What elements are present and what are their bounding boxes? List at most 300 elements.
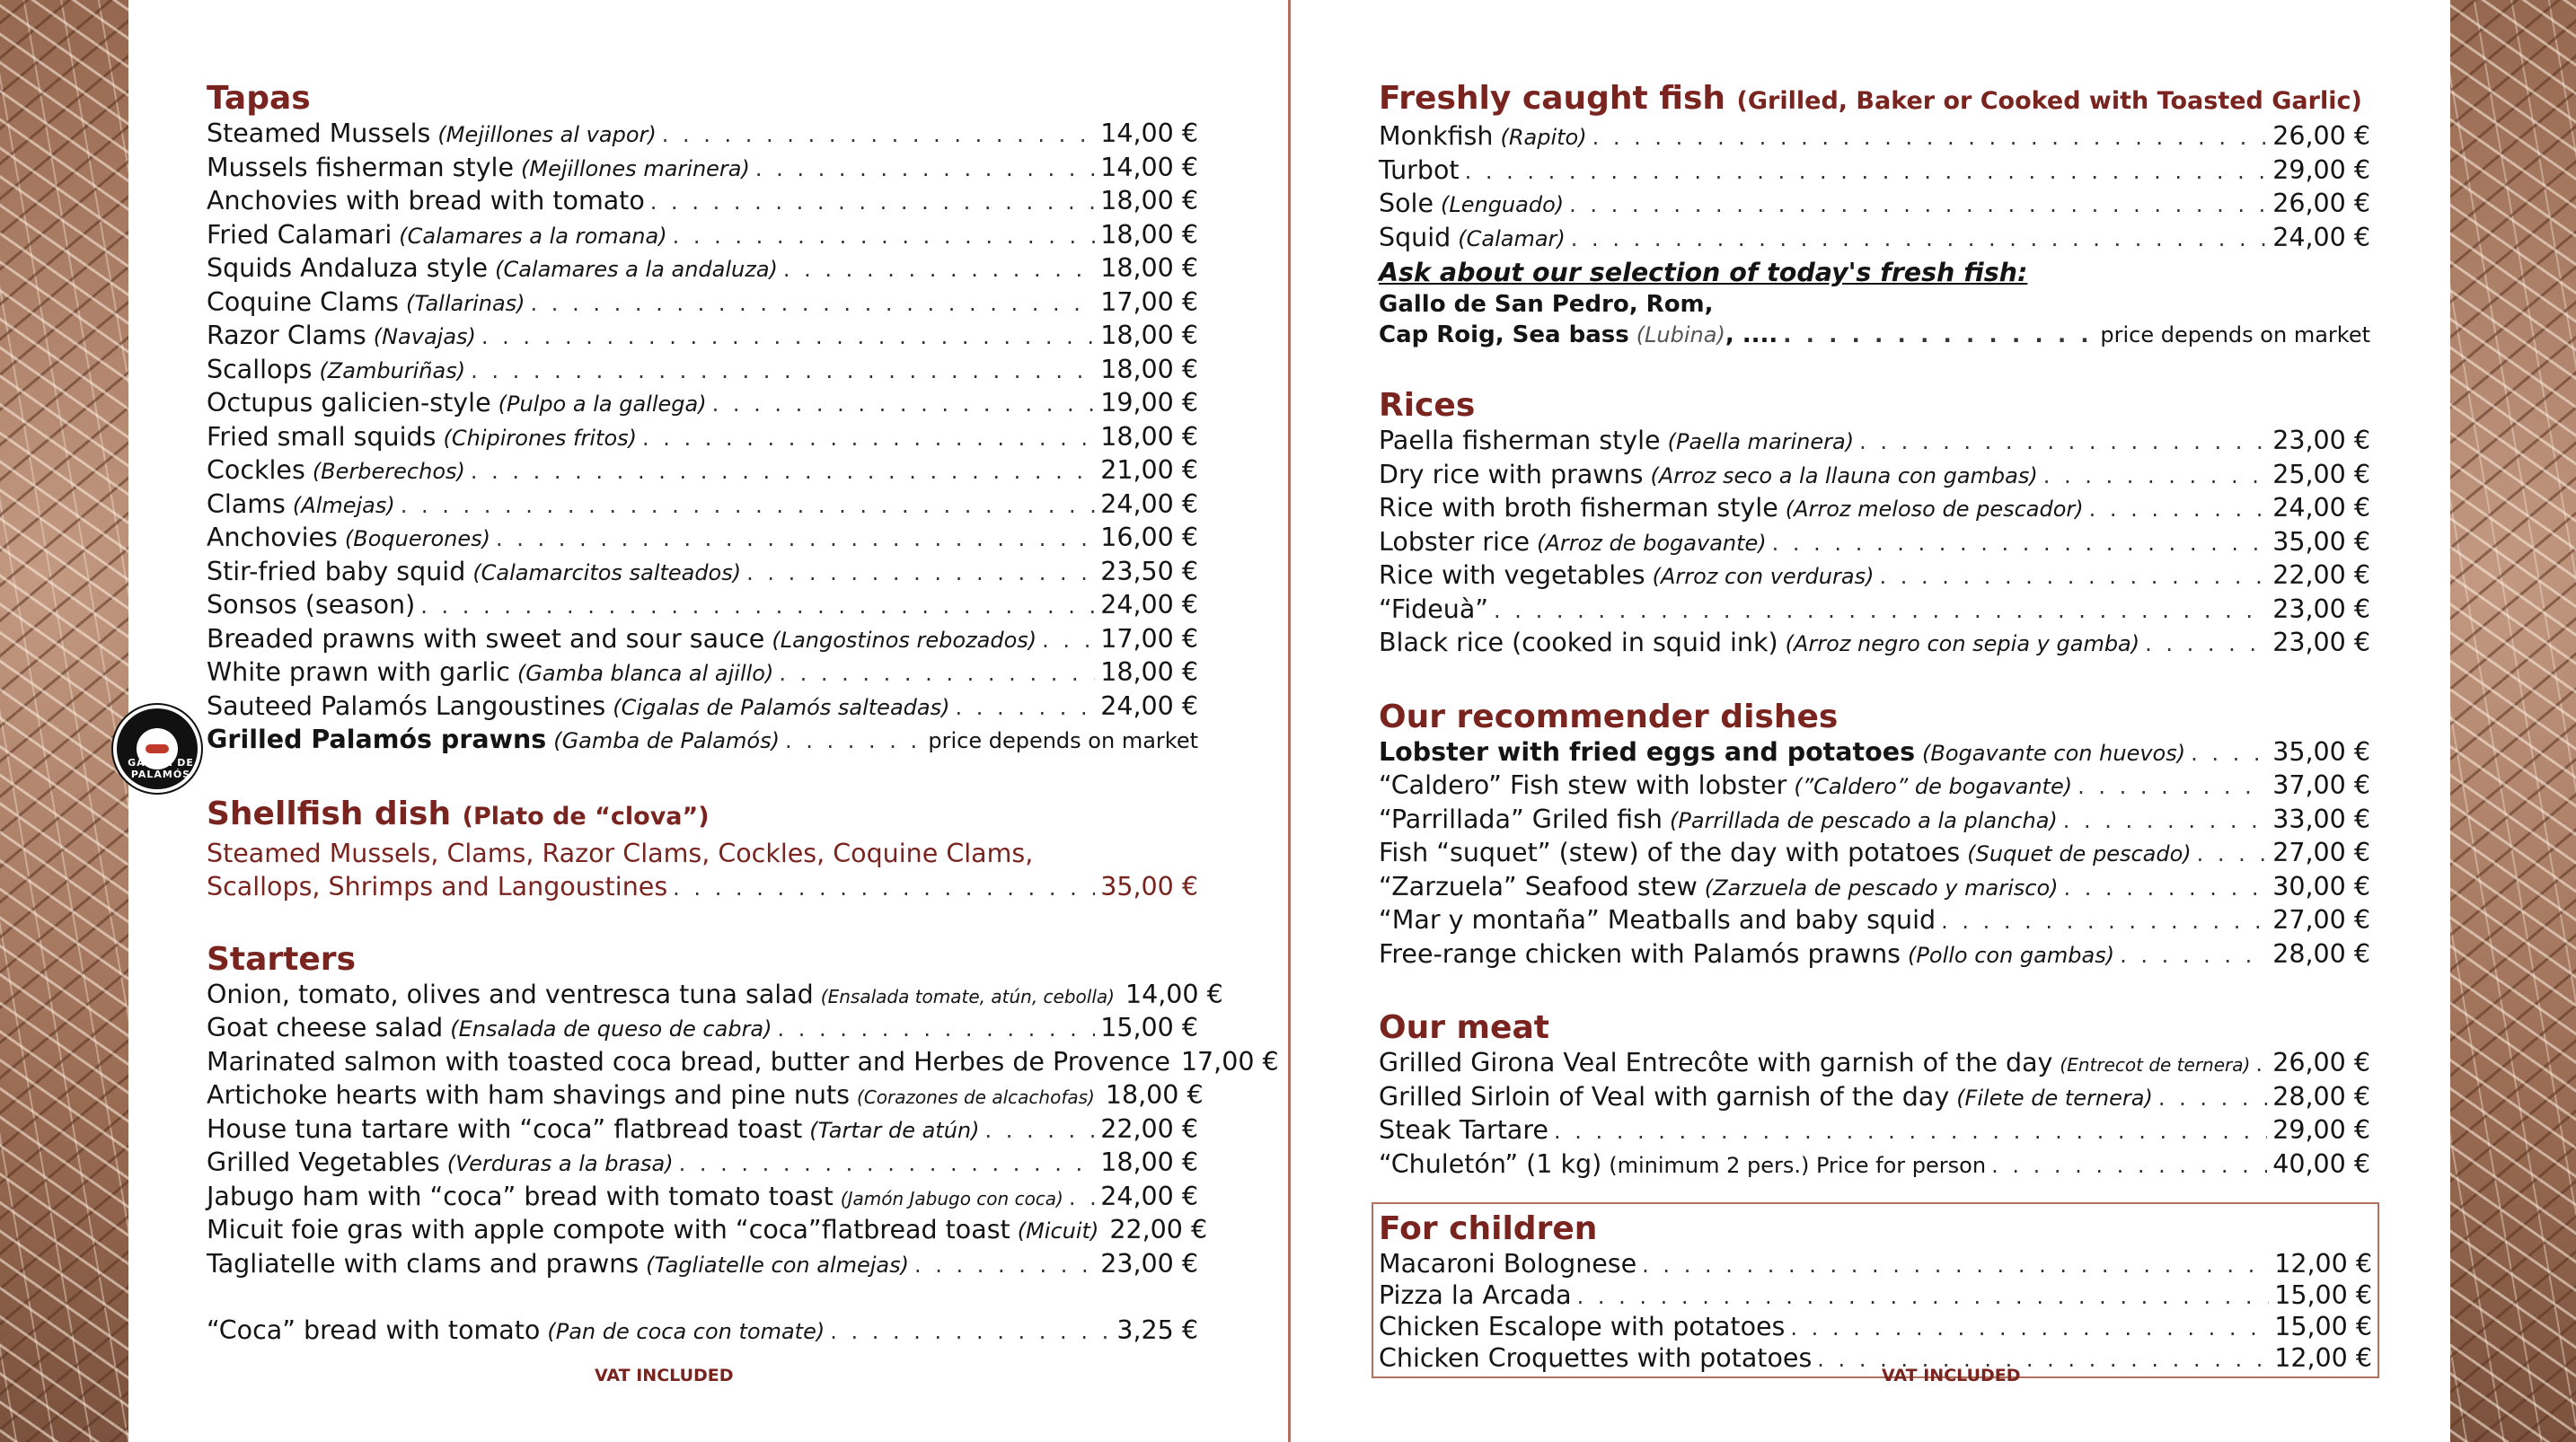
item-price: 18,00 €	[1100, 1147, 1198, 1177]
item-note: (Lubina)	[1636, 322, 1725, 347]
item-price: 18,00 €	[1100, 186, 1198, 215]
item-price: 29,00 €	[2272, 1115, 2370, 1145]
dot-leader	[2191, 741, 2267, 766]
item-name: “Caldero” Fish stew with lobster	[1379, 770, 1787, 800]
item-price: 18,00 €	[1105, 1080, 1204, 1110]
item-note: (Tagliatelle con almejas)	[646, 1252, 909, 1278]
menu-item	[207, 1114, 1198, 1148]
item-name: Lobster with fried eggs and potatoes	[1379, 736, 1916, 767]
fresh-fish-line-2	[1379, 320, 2370, 350]
item-price: 3,25 €	[1116, 1315, 1198, 1345]
dot-leader	[2158, 1086, 2267, 1111]
section-recommended	[1379, 698, 2370, 973]
menu-item	[207, 388, 1198, 422]
dot-leader	[914, 1253, 1095, 1278]
item-name: Mussels fisherman style	[207, 152, 515, 182]
menu-item	[1379, 594, 2370, 629]
item-price: 21,00 €	[1100, 455, 1198, 485]
item-name: Razor Clams	[207, 321, 366, 350]
item-name: “Fideuà”	[1379, 594, 1489, 624]
dot-leader	[830, 1319, 1111, 1344]
menu-item	[1379, 155, 2370, 189]
item-note: (Arroz meloso de pescador)	[1785, 497, 2084, 522]
item-price: 22,00 €	[1100, 1113, 1198, 1144]
menu-item	[207, 1182, 1198, 1216]
item-price: 24,00 €	[1100, 488, 1198, 519]
item-name: Grilled Palamós prawns	[207, 725, 547, 754]
menu-item	[1379, 770, 2370, 805]
dot-leader	[1941, 909, 2267, 934]
dot-leader	[1592, 125, 2268, 150]
dot-leader	[2120, 943, 2267, 968]
item-name: Monkfish	[1379, 121, 1494, 151]
item-price: 26,00 €	[2272, 121, 2370, 151]
item-name: Rice with broth fisherman style	[1379, 493, 1778, 523]
item-price: 25,00 €	[2272, 459, 2370, 489]
item-price: 35,00 €	[2272, 736, 2370, 767]
menu-item	[1379, 1115, 2370, 1149]
item-name: Chicken Escalope with potatoes	[1379, 1312, 1786, 1341]
item-price: 14,00 €	[1125, 979, 1223, 1009]
item-name: Coquine Clams	[207, 286, 399, 317]
item-name: Jabugo ham with “coca” bread with tomato toast	[207, 1181, 834, 1211]
tapas-list	[207, 119, 1198, 725]
menu-item	[1379, 1149, 2370, 1183]
item-price: 23,00 €	[2272, 594, 2370, 624]
item-price: 35,00 €	[2272, 526, 2370, 557]
item-name: Steamed Mussels	[207, 119, 431, 148]
menu-item	[207, 523, 1198, 557]
item-price: 23,50 €	[1100, 556, 1198, 586]
item-price: 24,00 €	[1100, 690, 1198, 721]
item-name: Breaded prawns with sweet and sour sauce	[207, 623, 765, 654]
item-name: Clams	[207, 488, 286, 519]
item-note: (Zamburiñas)	[319, 357, 466, 383]
item-price: 22,00 €	[1109, 1215, 1208, 1244]
item-name: Grilled Vegetables	[207, 1147, 440, 1177]
item-note: (Mejillones al vapor)	[437, 122, 657, 147]
item-name: Steak Tartare	[1379, 1115, 1548, 1145]
menu-item	[207, 186, 1198, 220]
dot-leader	[2063, 808, 2267, 833]
item-note: (minimum 2 pers.) Price for person	[1609, 1152, 1987, 1178]
menu-item	[1379, 805, 2370, 839]
dot-leader	[2197, 841, 2268, 866]
item-name: Onion, tomato, olives and ventresca tuna salad	[207, 979, 814, 1009]
item-price: 15,00 €	[1100, 1013, 1198, 1042]
menu-item	[1379, 905, 2370, 939]
dot-leader	[1772, 531, 2268, 556]
fishing-net-decoration-left	[0, 0, 128, 1442]
item-note: (Pulpo a la gallega)	[498, 391, 707, 417]
item-price: 15,00 €	[2274, 1312, 2372, 1341]
item-price: 23,00 €	[1100, 1248, 1198, 1279]
item-note: (Ensalada de queso de cabra)	[450, 1016, 772, 1042]
item-name: Squids Andaluza style	[207, 253, 489, 283]
dot-leader	[1783, 320, 2095, 350]
fishing-net-decoration-right	[2450, 0, 2576, 1442]
dot-leader	[2064, 875, 2268, 901]
dot-leader	[481, 324, 1095, 349]
menu-item	[1379, 628, 2370, 662]
section-fish	[1379, 79, 2370, 350]
item-name: Anchovies with bread with tomato	[207, 186, 645, 215]
fish-list	[1379, 121, 2370, 256]
section-title: Tapas	[207, 80, 311, 117]
menu-item	[207, 1046, 1279, 1081]
item-price: 22,00 €	[2272, 560, 2370, 590]
item-name: Macaroni Bolognese	[1379, 1249, 1637, 1279]
item-name: Cap Roig, Sea bass	[1379, 321, 1629, 348]
dot-leader	[1569, 192, 2267, 217]
item-price: 28,00 €	[2272, 938, 2370, 969]
dot-leader	[471, 358, 1095, 383]
item-name: Turbot	[1379, 154, 1460, 185]
item-note: (Chipirones fritos)	[443, 425, 637, 451]
item-name: Fried small squids	[207, 421, 437, 452]
item-note: (”Caldero” de bogavante)	[1794, 774, 2073, 799]
menu-item	[207, 220, 1198, 254]
menu-item	[207, 1080, 1204, 1114]
dot-leader	[783, 257, 1095, 282]
item-name: Rice with vegetables	[1379, 560, 1645, 590]
page-divider	[1288, 0, 1291, 1442]
dot-leader	[1571, 226, 2267, 251]
item-price: 19,00 €	[1100, 388, 1198, 418]
dot-leader	[679, 1151, 1096, 1176]
item-note: (Langostinos rebozados)	[772, 627, 1037, 653]
item-note: (Corazones de alcachofas)	[857, 1086, 1095, 1108]
item-name: Artichoke hearts with ham shavings and pine nuts	[207, 1080, 851, 1110]
dot-leader	[779, 661, 1095, 686]
menu-item	[1379, 838, 2370, 872]
menu-item	[1379, 1082, 2370, 1116]
menu-item	[1379, 737, 2370, 771]
item-price: 24,00 €	[2272, 493, 2370, 523]
section-title: Our recommender dishes	[1379, 698, 1839, 735]
fresh-fish-line-1: Gallo de San Pedro, Rom,	[1379, 291, 1714, 318]
item-name: Micuit foie gras with apple compote with “coca”flatbread toast	[207, 1215, 1010, 1244]
dot-leader	[1554, 1119, 2267, 1144]
menu-item	[1379, 121, 2370, 155]
item-note: (Pollo con gambas)	[1908, 942, 2115, 968]
section-title: Rices	[1379, 387, 1476, 424]
menu-item	[207, 1147, 1198, 1182]
dot-leader	[985, 1118, 1096, 1143]
dot-leader	[2078, 774, 2267, 799]
dot-leader	[420, 594, 1095, 619]
menu-item	[207, 119, 1198, 153]
section-children	[1372, 1202, 2379, 1378]
menu-item	[1379, 872, 2370, 906]
item-price: 12,00 €	[2274, 1249, 2372, 1279]
fresh-fish-prompt: Ask about our selection of today's fresh fish:	[1379, 258, 2028, 287]
item-price: 27,00 €	[2272, 905, 2370, 935]
item-note: (Cigalas de Palamós salteadas)	[613, 694, 950, 720]
dot-leader	[1465, 159, 2268, 184]
item-price: 18,00 €	[1100, 321, 1198, 350]
item-price: 24,00 €	[1100, 590, 1198, 620]
dot-leader	[673, 224, 1096, 249]
item-tail: , ....	[1725, 321, 1778, 348]
item-note: (Navajas)	[373, 324, 476, 349]
item-name: Stir-fried baby squid	[207, 556, 466, 586]
item-name: Marinated salmon with toasted coca bread, butter and Herbes de Provence	[207, 1046, 1170, 1077]
item-note: (Arroz seco a la llauna con gambas)	[1650, 462, 2038, 488]
item-name: Dry rice with prawns	[1379, 459, 1644, 489]
item-name: Anchovies	[207, 523, 338, 552]
item-price: 40,00 €	[2272, 1148, 2370, 1179]
item-price: 17,00 €	[1100, 286, 1198, 317]
item-price: 17,00 €	[1180, 1046, 1279, 1077]
section-title: Our meat	[1379, 1009, 1549, 1046]
item-name: Squid	[1379, 222, 1451, 252]
section-rices	[1379, 386, 2370, 662]
menu-item	[207, 489, 1198, 523]
item-name: Cockles	[207, 455, 305, 485]
recommended-list	[1379, 737, 2370, 973]
section-title: For children	[1379, 1210, 1598, 1247]
item-price: 24,00 €	[2272, 222, 2370, 252]
meat-list	[1379, 1048, 2370, 1183]
item-name: Sole	[1379, 189, 1434, 218]
item-note: (Verduras a la brasa)	[446, 1151, 674, 1176]
item-price: 12,00 €	[2274, 1343, 2372, 1373]
item-price: 24,00 €	[1100, 1181, 1198, 1211]
item-price: 28,00 €	[2272, 1081, 2370, 1112]
item-price: 18,00 €	[1100, 219, 1198, 250]
item-name: Sauteed Palamós Langoustines	[207, 690, 606, 721]
item-note: (Bogavante con huevos)	[1922, 740, 2186, 766]
menu-item	[1379, 1280, 2372, 1312]
dot-leader	[401, 493, 1095, 518]
item-name: Tagliatelle with clams and prawns	[207, 1248, 640, 1279]
item-name: “Coca” bread with tomato	[207, 1315, 541, 1345]
item-note: (Suquet de pescado)	[1967, 841, 2192, 866]
dot-leader	[471, 459, 1095, 484]
menu-item	[207, 557, 1198, 591]
item-price: 23,00 €	[2272, 426, 2370, 455]
section-tapas	[207, 79, 1198, 759]
item-price: 30,00 €	[2272, 871, 2370, 901]
menu-item	[1379, 939, 2370, 973]
gamba-de-palamos-logo	[113, 705, 201, 793]
item-name: Black rice (cooked in squid ink)	[1379, 628, 1778, 657]
item-price: 26,00 €	[2272, 1048, 2370, 1077]
shellfish-line-1: Steamed Mussels, Clams, Razor Clams, Cockles, Coquine Clams,	[207, 838, 1034, 868]
item-price: 27,00 €	[2272, 838, 2370, 867]
item-note: (Filete de ternera)	[1956, 1085, 2153, 1111]
item-note: (Boquerones)	[344, 526, 491, 551]
item-note: (Tallarinas)	[405, 290, 525, 316]
section-shellfish	[207, 795, 1198, 904]
menu-item	[1379, 189, 2370, 223]
item-name: “Parrillada” Griled fish	[1379, 804, 1663, 834]
section-title	[1379, 79, 2370, 121]
item-name: Grilled Girona Veal Entrecôte with garnish of the day	[1379, 1048, 2053, 1077]
item-note: (Berberechos)	[312, 459, 465, 484]
item-name: Scallops, Shrimps and Langoustines	[207, 872, 668, 901]
dot-leader	[1577, 1284, 2270, 1309]
dot-leader	[531, 291, 1096, 316]
item-name: Lobster rice	[1379, 526, 1531, 557]
dot-leader	[673, 872, 1095, 906]
menu-item	[207, 153, 1198, 187]
menu-item-special	[207, 725, 1198, 759]
item-price: 18,00 €	[1100, 253, 1198, 283]
item-note: (Paella marinera)	[1667, 429, 1855, 454]
dot-leader	[1642, 1253, 2269, 1278]
item-note: (Rapito)	[1500, 125, 1587, 150]
menu-item	[207, 321, 1198, 355]
menu-item	[207, 590, 1198, 624]
item-note: (Gamba de Palamós)	[553, 728, 780, 753]
dot-leader	[746, 560, 1095, 585]
dot-leader	[1859, 429, 2267, 454]
item-name: Grilled Sirloin of Veal with garnish of the day	[1379, 1081, 1950, 1112]
item-name: House tuna tartare with “coca” flatbread toast	[207, 1113, 803, 1144]
item-note: (Arroz negro con sepia y gamba)	[1785, 631, 2140, 656]
item-note: (Mejillones marinera)	[521, 155, 750, 181]
item-note: (Calamar)	[1458, 225, 1566, 251]
dot-leader	[496, 526, 1095, 551]
menu-item	[207, 253, 1198, 287]
menu-page-right	[1379, 79, 2370, 1378]
item-note: (Gamba blanca al ajillo)	[516, 661, 774, 686]
logo-text: GAMBA DE PALAMÓS	[128, 757, 194, 780]
item-note: (Arroz con verduras)	[1652, 564, 1875, 589]
item-note: (Calamarcitos salteados)	[472, 559, 742, 585]
item-name: Fish “suquet” (stew) of the day with potatoes	[1379, 838, 1961, 867]
menu-item	[1379, 1343, 2372, 1375]
dot-leader	[785, 728, 922, 753]
menu-item	[1379, 560, 2370, 594]
item-price: 33,00 €	[2272, 804, 2370, 834]
menu-item	[1379, 527, 2370, 561]
dot-leader	[1042, 628, 1095, 653]
menu-item	[207, 1215, 1208, 1249]
item-note: (Calamares a la andaluza)	[495, 257, 778, 282]
item-note: (Jamón Jabugo con coca)	[840, 1187, 1063, 1209]
spacer	[207, 1282, 1198, 1315]
menu-item	[1379, 1249, 2372, 1280]
menu-item	[207, 624, 1198, 658]
item-note: (Lenguado)	[1440, 192, 1565, 217]
item-price: price depends on market	[2100, 322, 2370, 347]
dot-leader	[1991, 1153, 2267, 1178]
section-title: Starters	[207, 940, 356, 978]
menu-item-bread	[207, 1315, 1198, 1350]
vat-note-right: VAT INCLUDED	[1882, 1366, 2021, 1385]
menu-item	[207, 455, 1198, 489]
dot-leader	[1494, 598, 2267, 623]
item-name: Octupus galicien-style	[207, 388, 491, 418]
item-price: 18,00 €	[1100, 354, 1198, 384]
menu-item	[1379, 460, 2370, 494]
menu-item	[1379, 1048, 2370, 1082]
menu-item	[1379, 426, 2370, 460]
item-note: (Ensalada tomate, atún, cebolla)	[820, 985, 1115, 1007]
item-name: Fried Calamari	[207, 219, 393, 250]
item-name: Sonsos (season)	[207, 590, 416, 620]
item-name: Paella fisherman style	[1379, 426, 1661, 455]
dot-leader	[2145, 631, 2267, 656]
dot-leader	[1879, 564, 2267, 589]
menu-item	[207, 979, 1223, 1014]
item-price: 37,00 €	[2272, 770, 2370, 800]
dot-leader	[755, 156, 1095, 181]
item-price: 35,00 €	[1100, 872, 1198, 901]
item-note: (Pan de coca con tomate)	[547, 1319, 825, 1344]
item-price: 26,00 €	[2272, 189, 2370, 218]
item-note: (Zarzuela de pescado y marisco)	[1704, 875, 2059, 901]
item-name: Free-range chicken with Palamós prawns	[1379, 938, 1901, 969]
dot-leader	[662, 122, 1095, 147]
children-list	[1379, 1249, 2372, 1375]
section-meat	[1379, 1008, 2370, 1183]
menu-item	[207, 422, 1198, 456]
title-sub: (Grilled, Baker or Cooked with Toasted Garlic)	[1736, 87, 2362, 115]
item-name: “Mar y montaña” Meatballs and baby squid	[1379, 905, 1936, 935]
title-main: Shellfish dish	[207, 795, 452, 832]
item-name: Pizza la Arcada	[1379, 1280, 1572, 1310]
dot-leader	[1790, 1315, 2269, 1341]
item-note: (Almejas)	[292, 492, 395, 518]
item-name: Scallops	[207, 354, 313, 384]
shellfish-line-2	[207, 870, 1198, 904]
item-price: 18,00 €	[1100, 657, 1198, 687]
item-name: Goat cheese salad	[207, 1013, 444, 1042]
dot-leader	[642, 426, 1095, 451]
menu-item	[1379, 1312, 2372, 1343]
menu-item	[207, 657, 1198, 691]
title-main: Freshly caught fish	[1379, 80, 1725, 117]
item-price: price depends on market	[928, 728, 1198, 753]
dot-leader	[1069, 1185, 1095, 1210]
item-name: Chicken Croquettes with potatoes	[1379, 1343, 1813, 1373]
item-price: 18,00 €	[1100, 421, 1198, 452]
menu-item	[207, 1013, 1198, 1047]
section-title	[207, 795, 1198, 837]
item-note: (Parrillada de pescado a la plancha)	[1669, 807, 2058, 833]
item-price: 29,00 €	[2272, 154, 2370, 185]
menu-item	[207, 287, 1198, 321]
rices-list	[1379, 426, 2370, 662]
vat-note-left: VAT INCLUDED	[595, 1366, 734, 1385]
dot-leader	[2043, 463, 2267, 488]
dot-leader	[955, 695, 1095, 720]
item-price: 14,00 €	[1100, 152, 1198, 182]
item-note: (Tartar de atún)	[809, 1117, 980, 1143]
item-name: White prawn with garlic	[207, 657, 510, 687]
item-name: “Zarzuela” Seafood stew	[1379, 871, 1698, 901]
item-price: 16,00 €	[1100, 523, 1198, 552]
item-note: (Arroz de bogavante)	[1537, 530, 1767, 556]
item-price: 14,00 €	[1100, 119, 1198, 148]
menu-item	[1379, 493, 2370, 527]
title-sub: (Plato de “clova”)	[462, 802, 710, 831]
menu-item	[207, 355, 1198, 389]
dot-leader	[712, 391, 1096, 417]
item-price: 15,00 €	[2274, 1280, 2372, 1310]
item-price: 23,00 €	[2272, 628, 2370, 657]
item-note: (Micuit)	[1017, 1218, 1099, 1244]
item-price: 17,00 €	[1100, 623, 1198, 654]
menu-item	[207, 1249, 1198, 1283]
item-note: (Calamares a la romana)	[399, 223, 667, 249]
item-note: (Entrecot de ternera)	[2060, 1054, 2251, 1076]
menu-item	[207, 691, 1198, 725]
